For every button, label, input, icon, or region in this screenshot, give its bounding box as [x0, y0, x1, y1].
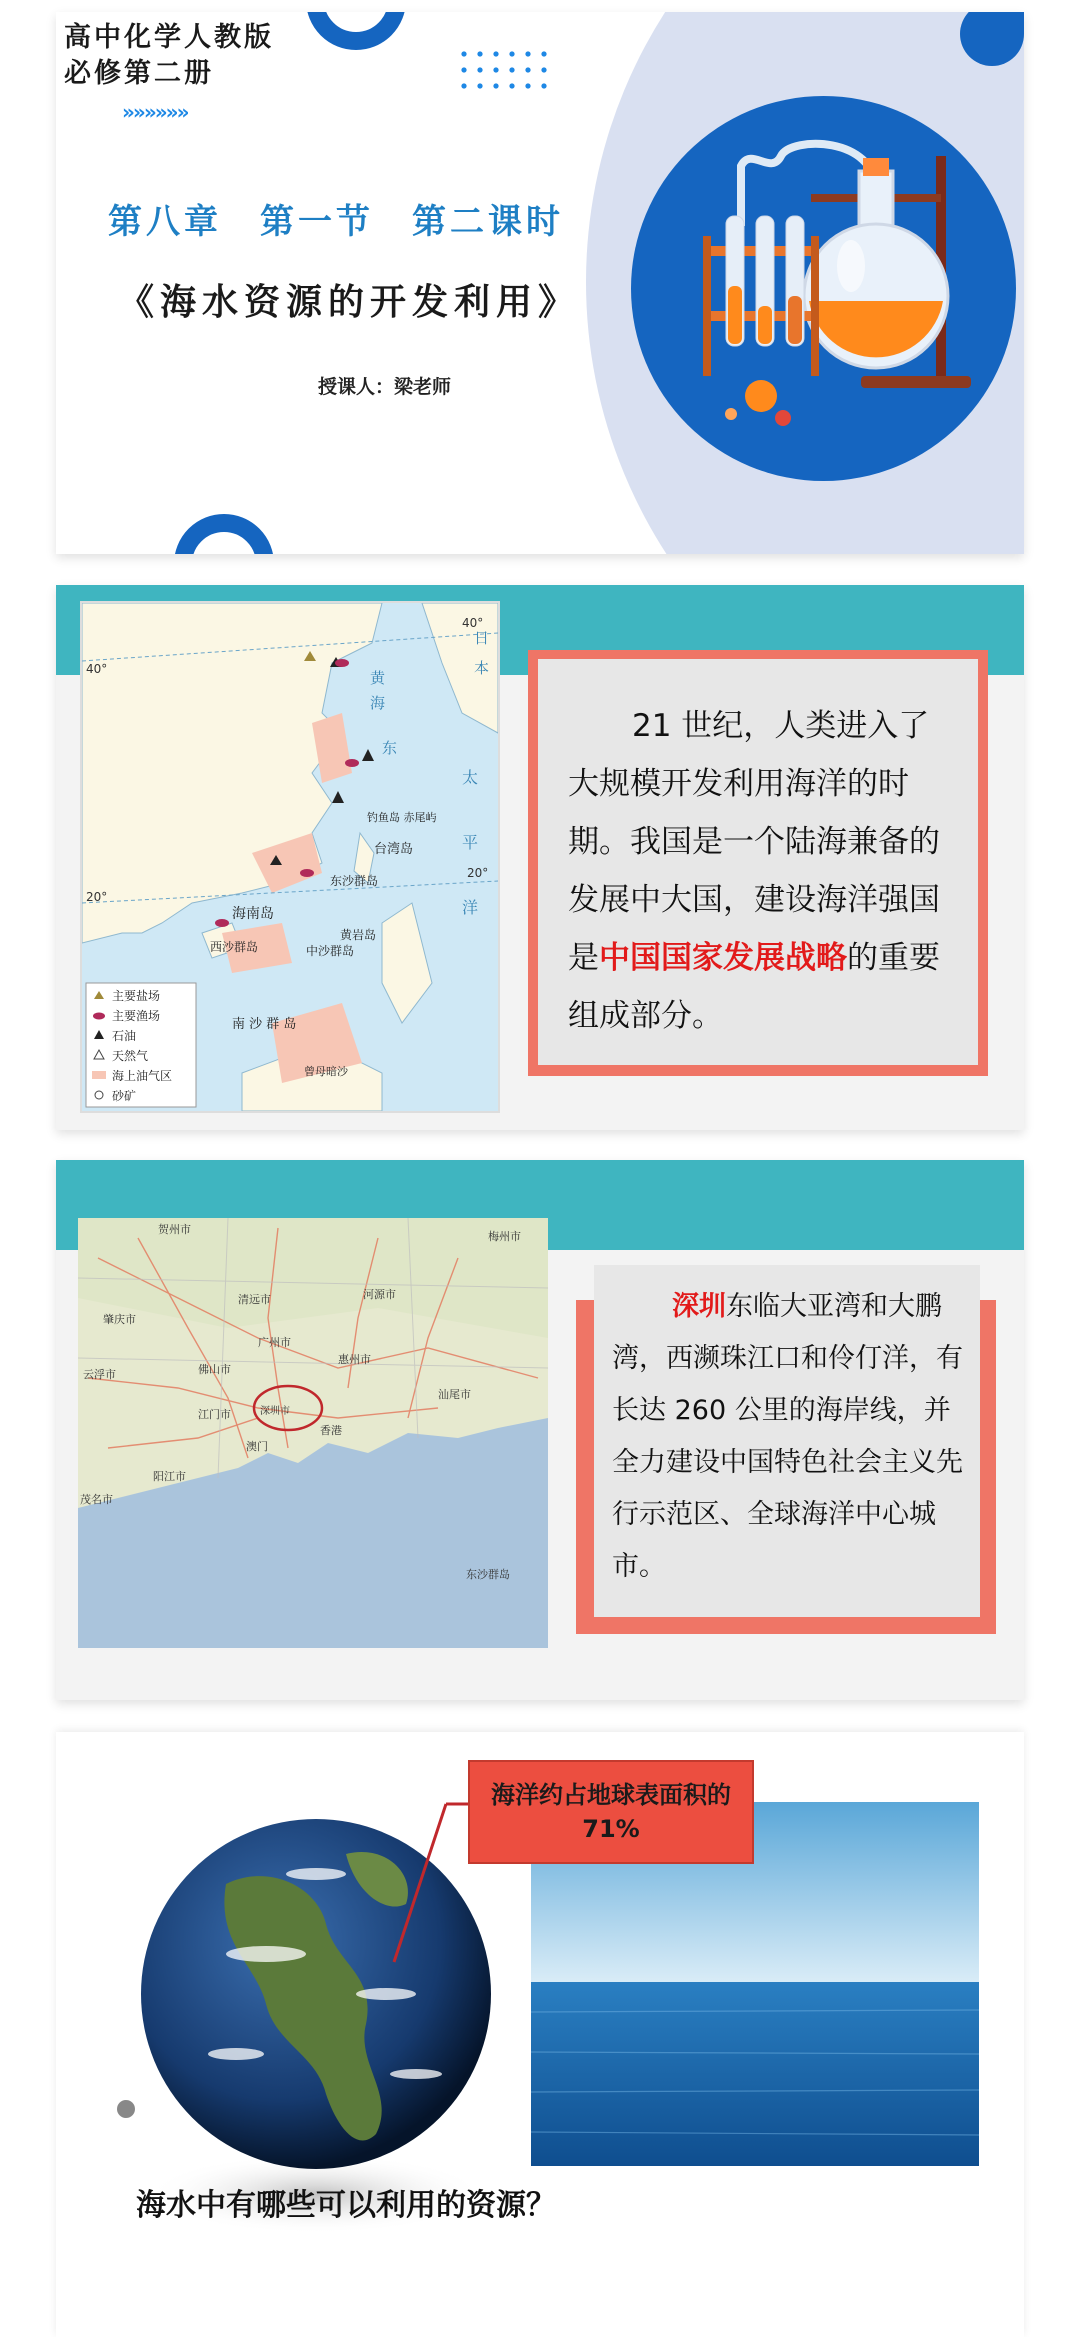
map-place: 太 — [462, 768, 479, 787]
map-place: 海 — [370, 694, 386, 712]
legend-item: 天然气 — [112, 1049, 149, 1063]
ocean-slide — [56, 1732, 1024, 2337]
lat-label: 20° — [86, 890, 108, 904]
map-place: 洋 — [462, 898, 479, 917]
map-place: 东沙群岛 — [330, 874, 379, 888]
intro-text-end: 的重要组成部分。 — [568, 940, 940, 1034]
highlight-shenzhen: 深圳 — [672, 1291, 726, 1322]
subject-line-2: 必修第二册 — [64, 58, 214, 89]
legend-item: 主要盐场 — [112, 989, 161, 1003]
city-label: 澳门 — [246, 1440, 268, 1453]
lat-label: 40° — [86, 662, 108, 676]
china-sea-slide — [56, 585, 1024, 1130]
city-label: 东沙群岛 — [466, 1568, 510, 1581]
callout-line-1: 海洋约占地球表面积的 — [491, 1781, 731, 1809]
city-label: 茂名市 — [80, 1493, 113, 1506]
shenzhen-paragraph — [612, 1281, 964, 1593]
shenzhen-slide — [56, 1160, 1024, 1700]
map-place: 日 — [474, 629, 490, 647]
city-label: 香港 — [320, 1424, 342, 1437]
chapter-heading: 第八章 第一节 第二课时 — [108, 202, 564, 242]
map-place: 海南岛 — [232, 906, 274, 922]
city-label: 贺州市 — [158, 1223, 191, 1236]
callout-percent: 71% — [582, 1815, 640, 1843]
subject-label — [64, 20, 274, 92]
city-label: 江门市 — [198, 1408, 231, 1421]
map-place: 黄 — [370, 669, 386, 687]
city-label: 阳江市 — [153, 1470, 186, 1483]
city-label: 汕尾市 — [438, 1388, 471, 1401]
map-place: 中沙群岛 — [306, 944, 355, 958]
lat-label: 20° — [467, 866, 489, 880]
china-sea-map — [80, 601, 500, 1113]
ocean-area-callout — [468, 1760, 754, 1864]
map-place: 西沙群岛 — [210, 940, 259, 954]
guangdong-map — [78, 1218, 548, 1648]
cover-slide — [56, 12, 1024, 554]
map-place: 本 — [474, 659, 490, 677]
map-place: 南 沙 群 岛 — [232, 1017, 297, 1032]
decor-ring-bottom — [174, 514, 274, 554]
shenzhen-text-box — [594, 1265, 980, 1617]
subject-line-1: 高中化学人教版 — [64, 22, 274, 53]
map-place: 黄岩岛 — [340, 928, 377, 942]
city-label: 河源市 — [363, 1288, 396, 1301]
legend-item: 海上油气区 — [112, 1069, 173, 1083]
legend-item: 石油 — [112, 1029, 137, 1043]
legend-item: 主要渔场 — [112, 1009, 161, 1023]
city-label: 云浮市 — [83, 1368, 116, 1381]
map-place: 平 — [462, 833, 479, 852]
city-label: 肇庆市 — [103, 1313, 136, 1326]
lat-label: 40° — [462, 616, 484, 630]
map-place: 钓鱼岛 赤尾屿 — [367, 811, 437, 824]
question-text: 海水中有哪些可以利用的资源？ — [136, 2188, 556, 2223]
legend-item: 砂矿 — [112, 1089, 137, 1103]
shenzhen-text: 东临大亚湾和大鹏湾，西濒珠江口和伶仃洋，有长达 260 公里的海岸线，并全力建设中国特色社会主义先行示范区、全球海洋中心城市。 — [612, 1291, 963, 1582]
intro-paragraph — [568, 697, 954, 1045]
decor-ring-top — [306, 12, 406, 50]
city-label: 梅州市 — [488, 1230, 521, 1243]
map-place: 曾母暗沙 — [304, 1065, 348, 1078]
lesson-title: 《海水资源的开发利用》 — [118, 282, 581, 323]
city-label: 佛山市 — [198, 1363, 231, 1376]
intro-text: 21 世纪，人类进入了大规模开发利用海洋的时期。我国是一个陆海兼备的发展中大国，建设海洋强国是 — [568, 708, 940, 976]
city-label-shenzhen: 深圳市 — [260, 1406, 290, 1417]
map-place: 台湾岛 — [374, 842, 414, 857]
dot-grid-decor — [456, 46, 552, 94]
highlight-strategy: 中国国家发展战略 — [599, 940, 847, 976]
city-label: 惠州市 — [338, 1353, 371, 1366]
city-label: 清远市 — [238, 1293, 271, 1306]
map-place: 东 — [382, 739, 398, 757]
flask-illustration-icon — [631, 96, 1016, 481]
teacher-label: 授课人：梁老师 — [318, 376, 452, 398]
arrows-icon: »»»»»» — [122, 100, 188, 124]
intro-text-box — [538, 659, 978, 1065]
city-label: 广州市 — [258, 1336, 291, 1349]
